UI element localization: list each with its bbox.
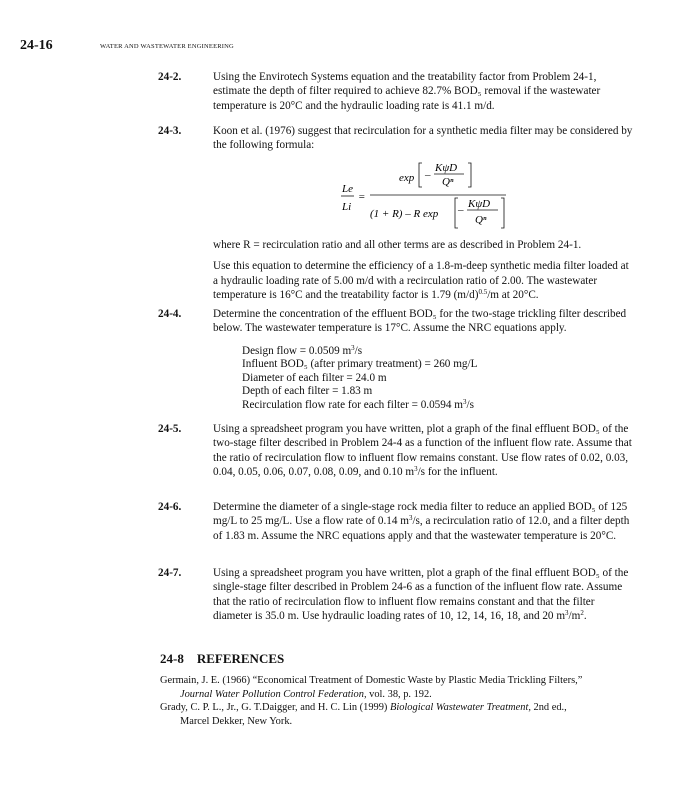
minus-sign-2: – [458,204,464,216]
qn-term-2: Qⁿ [475,214,487,226]
filter-diameter: Diameter of each filter = 24.0 m [242,371,387,384]
problem-number: 24-2. [158,71,182,83]
equals-sign: = [358,191,366,203]
problem-number: 24-5. [158,423,182,435]
efficiency-text: Use this equation to determine the efficiency of a 1.8-m-deep synthetic media filter loaded at a hydraulic loading rate of 5.00 m/d with a recirculation ratio of 2.00. The wastewater temperature is 16°C and the treatability factor is 1.79 $(m/d)^{0.5}/m$ at 20°C. [213,260,629,301]
recirculation-flow: Recirculation flow rate for each filter = 0.0594 $m^3/s$ [242,397,474,411]
filter-depth: Depth of each filter = 1.83 m [242,385,373,398]
problem-number: 24-3. [158,125,182,137]
problem-24-3-continued [166,238,636,302]
problem-24-5 [158,422,636,479]
reference-germain: Germain, J. E. (1966) “Economical Treatment of Domestic Waste by Plastic Media Trickling Filters,” Journal Water Pollution Control Federation, vol. 38, p. 192. [160,675,583,700]
running-title: WATER AND WASTEWATER ENGINEERING [100,43,234,50]
problem-text: Using a spreadsheet program you have written, plot a graph of the final effluent BOD₅ of the two-stage filter described in Problem 24-4 as a function of the influent flow rate. Assume that the ratio of recirculation flow to influent flow remains constant. Use flow rates of 0.02, 0.03, 0.04, 0.05, 0.06, 0.07, 0.08, 0.09, and 0.10 $m^3/s$ for the influent. [213,423,632,478]
problem-number: 24-6. [158,501,182,513]
problem-text: Determine the diameter of a single-stage rock media filter to reduce an applied BOD₅ of 125 mg/L to 25 mg/L. Use a flow rate of 0.14 $m^3/s$, a recirculation ratio of 12.0, and a filter depth of 1.83 m. Assume the NRC equations apply and that the wastewater temperature is 20°C. [213,501,630,542]
qn-term: Qⁿ [442,176,454,188]
minus-sign: – [425,169,431,181]
problem-24-6 [158,500,636,543]
problem-text: Using the Envirotech Systems equation and the treatability factor from Problem 24-1, estimate the depth of filter required to achieve 82.7% BOD₅ removal if the wastewater temperature is 20°C and the hydraulic loading rate is 41.1 m/d. [213,71,601,112]
reference-grady: Grady, C. P. L., Jr., G. T.Daigger, and H. C. Lin (1999) Biological Wastewater Treatment, 2nd ed., Marcel Dekker, New York. [160,702,567,727]
problem-24-3 [158,124,636,153]
problem-24-2 [158,70,636,113]
denominator-prefix: (1 + R) – R exp [370,208,439,220]
page-number: 24-16 [20,38,53,53]
problem-24-4 [158,307,636,413]
exp-label: exp [399,172,415,184]
lhs-denominator: Li [342,201,352,213]
problem-number: 24-7. [158,567,182,579]
references-heading: 24-8 REFERENCES [160,651,285,666]
design-flow: Design flow = 0.0509 $m^3/s$ [242,343,363,357]
design-parameters [242,345,636,413]
problem-text: Determine the concentration of the effluent BOD₅ for the two-stage trickling filter described below. The wastewater temperature is 17°C. Assume the NRC equations apply. [213,308,627,335]
kpd-term: KψD [435,162,458,174]
problem-number: 24-4. [158,308,182,320]
kpd-term-2: KψD [468,198,491,210]
problem-text: Koon et al. (1976) suggest that recirculation for a synthetic media filter may be considered by the following formula: [213,125,633,152]
lhs-numerator: Le [342,183,353,195]
problem-text: Using a spreadsheet program you have written, plot a graph of the final effluent BOD₅ of the single-stage filter described in Problem 24-6 as a function of the influent flow rate. Assume that the ratio of recirculation flow to influent flow remains constant and that the filter diameter is 35.0 m. Use hydraulic loading rates of 10, 12, 14, 16, 18, and 20 $m^3/m^2$. [213,567,629,622]
problem-24-7 [158,566,636,623]
recirculation-formula [340,160,510,232]
where-text: where R = recirculation ratio and all other terms are as described in Problem 24-1. [213,239,582,251]
influent-bod: Influent BOD₅ (after primary treatment) = 260 mg/L [242,358,478,371]
